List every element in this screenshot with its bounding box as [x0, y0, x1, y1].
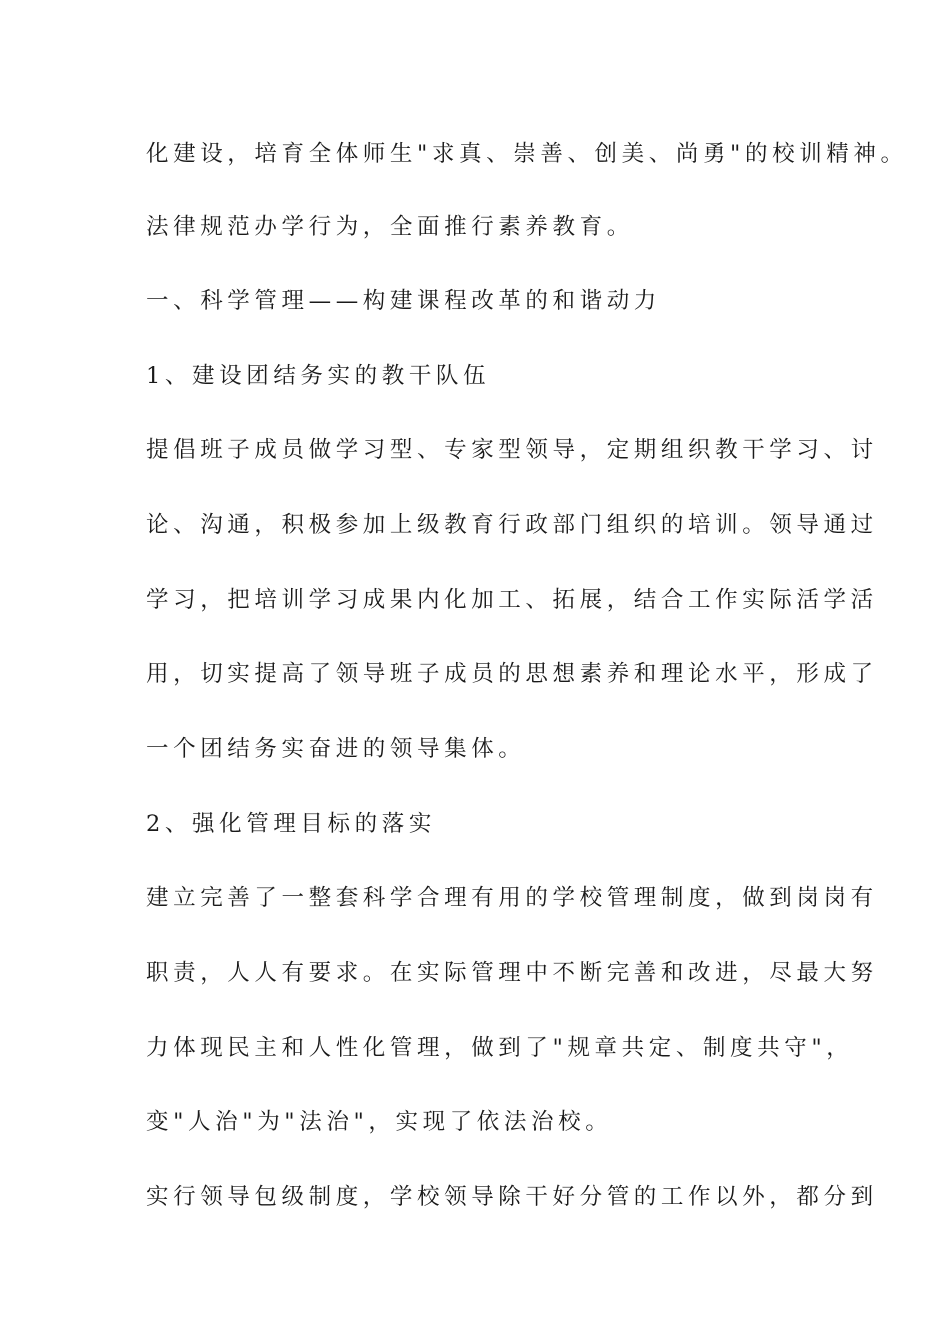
section-heading-1: 一、科学管理——构建课程改革的和谐动力 [146, 288, 661, 314]
text-line-7: 学习，把培训学习成果内化加工、拓展，结合工作实际活学活 [146, 587, 878, 613]
text-line-5: 提倡班子成员做学习型、专家型领导，定期组织教干学习、讨 [146, 437, 878, 463]
text-line-9: 一个团结务实奋进的领导集体。 [146, 736, 526, 762]
text-line-1: 化建设，培育全体师生"求真、崇善、创美、尚勇"的校训精神。 [146, 141, 908, 167]
subsection-heading-1: 1、建设团结务实的教干队伍 [146, 363, 491, 389]
text-line-8: 用，切实提高了领导班子成员的思想素养和理论水平，形成了 [146, 661, 878, 687]
text-line-14: 变"人治"为"法治"，实现了依法治校。 [146, 1109, 613, 1135]
text-line-15: 实行领导包级制度，学校领导除干好分管的工作以外，都分到 [146, 1184, 878, 1210]
text-line-11: 建立完善了一整套科学合理有用的学校管理制度，做到岗岗有 [146, 885, 878, 911]
text-line-2: 法律规范办学行为，全面推行素养教育。 [146, 214, 634, 240]
text-line-12: 职责，人人有要求。在实际管理中不断完善和改进，尽最大努 [146, 960, 878, 986]
text-line-13: 力体现民主和人性化管理，做到了"规章共定、制度共守"， [146, 1035, 854, 1061]
subsection-heading-2: 2、强化管理目标的落实 [146, 811, 436, 837]
text-line-6: 论、沟通，积极参加上级教育行政部门组织的培训。领导通过 [146, 512, 878, 538]
